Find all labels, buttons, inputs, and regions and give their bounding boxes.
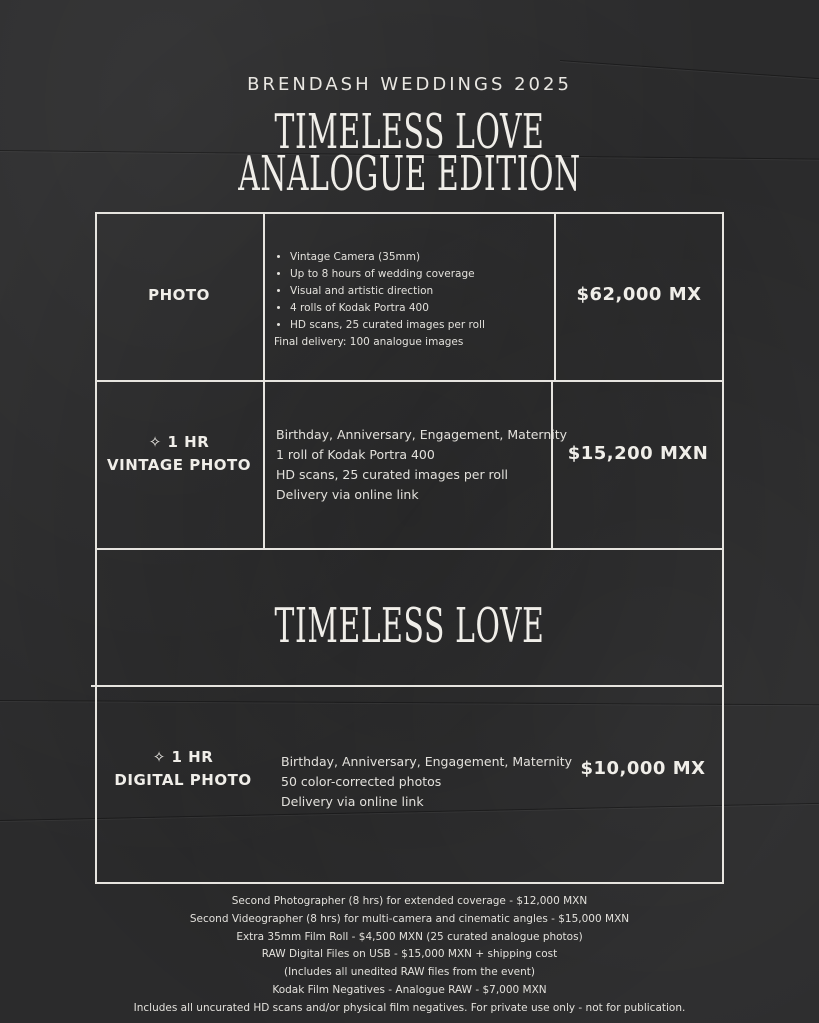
footer-line: RAW Digital Files on USB - $15,000 MXN + shipping cost xyxy=(261,948,558,961)
table-column-divider xyxy=(263,212,265,550)
package-price-digital: $10,000 MX xyxy=(580,758,706,779)
table-border-top xyxy=(95,212,724,214)
label-line: VINTAGE PHOTO xyxy=(107,456,251,474)
detail-line: Delivery via online link xyxy=(281,794,424,809)
table-divider xyxy=(91,685,722,687)
footer-line: Kodak Film Negatives - Analogue RAW - $7,000 MXN xyxy=(272,983,547,996)
footer-line: Includes all uncurated HD scans and/or physical film negatives. For private use only - not for publication. xyxy=(133,1001,686,1014)
table-border-bottom xyxy=(95,882,724,884)
list-item: • HD scans, 25 curated images per roll xyxy=(290,317,485,334)
table-divider xyxy=(95,548,724,550)
package-details-digital xyxy=(281,752,572,812)
label-line: ✧ 1 HR xyxy=(148,433,210,451)
package-label-vintage xyxy=(95,431,263,477)
package-details-photo xyxy=(270,249,485,351)
paper-crease xyxy=(0,700,819,705)
title-line-1: TIMELESS LOVE xyxy=(274,104,545,160)
list-item: • Visual and artistic direction xyxy=(290,283,485,300)
package-details-vintage xyxy=(276,425,567,505)
footer-line: Second Photographer (8 hrs) for extended coverage - $12,000 MXN xyxy=(231,895,588,907)
table-border-left xyxy=(95,212,97,884)
detail-line: Delivery via online link xyxy=(276,487,419,502)
footer-line: (Includes all unedited RAW files from the event) xyxy=(283,966,535,979)
list-item: • Vintage Camera (35mm) xyxy=(290,249,485,266)
brand-heading: BRENDASH WEDDINGS 2025 xyxy=(247,74,572,95)
detail-line: Birthday, Anniversary, Engagement, Maternity xyxy=(281,754,573,769)
package-label-digital xyxy=(100,746,266,792)
title-line-2: ANALOGUE EDITION xyxy=(238,146,581,202)
detail-line: HD scans, 25 curated images per roll xyxy=(276,467,509,482)
footer-line: Second Videographer (8 hrs) for multi-camera and cinematic angles - $15,000 MXN xyxy=(189,912,630,925)
table-divider xyxy=(95,380,724,382)
list-item: • Up to 8 hours of wedding coverage xyxy=(290,266,485,283)
section-title: TIMELESS LOVE xyxy=(274,598,545,654)
footer-line: Extra 35mm Film Roll - $4,500 MXN (25 curated analogue photos) xyxy=(236,930,583,943)
final-delivery-note: Final delivery: 100 analogue images xyxy=(274,336,464,348)
label-line: ✧ 1 HR xyxy=(152,748,214,766)
package-price-photo: $62,000 MX xyxy=(576,284,702,305)
list-item: • 4 rolls of Kodak Portra 400 xyxy=(290,300,485,317)
detail-line: 50 color-corrected photos xyxy=(281,774,442,789)
package-label-photo: PHOTO xyxy=(148,286,210,304)
addons-footer xyxy=(0,893,819,1018)
package-price-vintage: $15,200 MXN xyxy=(567,443,709,464)
label-line: DIGITAL PHOTO xyxy=(114,771,252,789)
table-border-right xyxy=(722,212,724,884)
detail-line: Birthday, Anniversary, Engagement, Maternity xyxy=(276,427,568,442)
detail-line: 1 roll of Kodak Portra 400 xyxy=(276,447,435,462)
